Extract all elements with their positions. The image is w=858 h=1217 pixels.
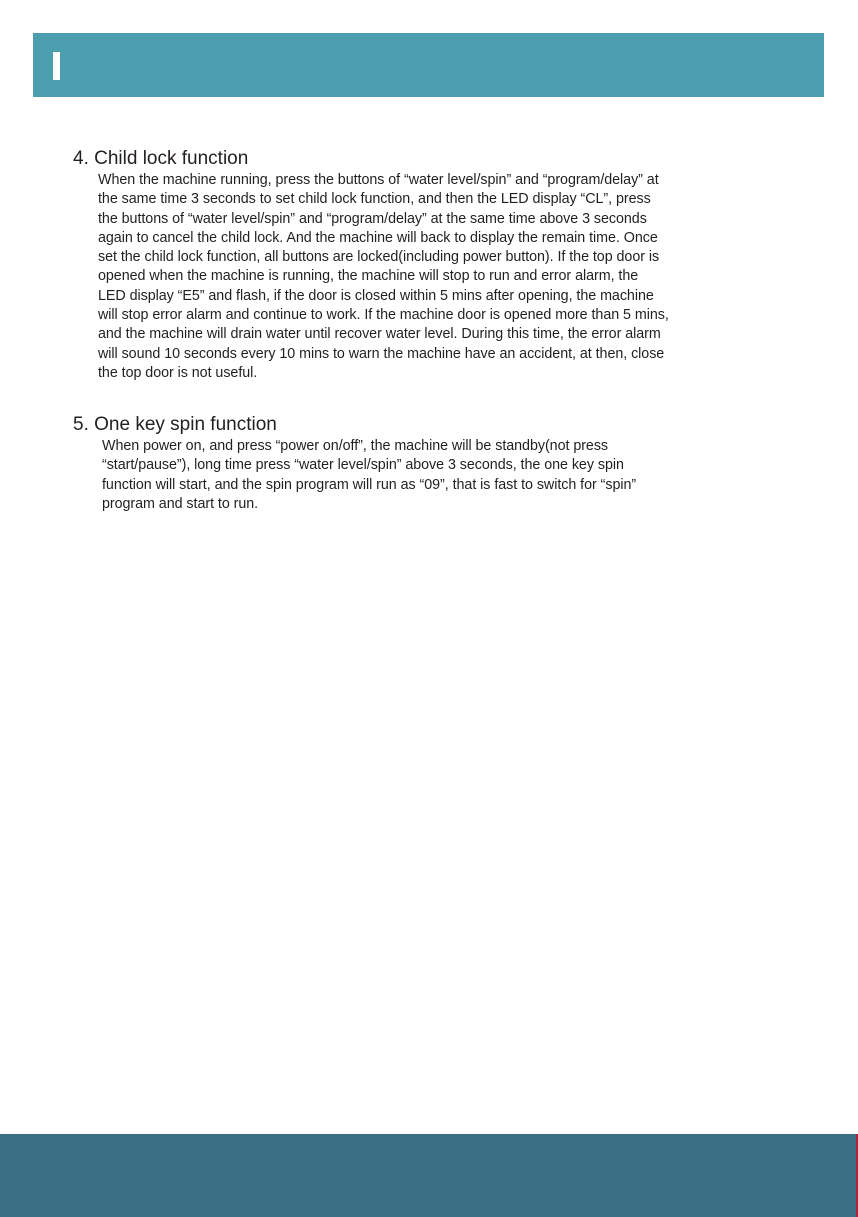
header-marker xyxy=(53,52,60,80)
body-line: set the child lock function, all buttons are locked(including power button). If the top door is xyxy=(98,249,660,266)
body-line: When the machine running, press the buttons of “water level/spin” and “program/delay” at xyxy=(98,172,659,188)
body-line: When power on, and press “power on/off”, the machine will be standby(not press xyxy=(102,438,609,454)
body-line: function will start, and the spin program will run as “09”, that is fast to switch for “spin” xyxy=(102,476,637,493)
body-line: and the machine will drain water until recover water level. During this time, the error alarm xyxy=(98,326,661,343)
body-line: will sound 10 seconds every 10 mins to warn the machine have an accident, at then, close xyxy=(98,345,665,362)
section-body xyxy=(73,171,793,383)
body-line: program and start to run. xyxy=(102,495,259,512)
section-one-key-spin xyxy=(73,414,793,514)
section-heading: 4. Child lock function xyxy=(73,148,249,169)
body-line: the same time 3 seconds to set child lock function, and then the LED display “CL”, press xyxy=(98,191,651,208)
body-line: opened when the machine is running, the machine will stop to run and error alarm, the xyxy=(98,268,639,285)
section-heading: 5. One key spin function xyxy=(73,414,277,435)
section-child-lock xyxy=(73,148,793,383)
section-body xyxy=(73,437,793,514)
body-line: “start/pause”), long time press “water level/spin” above 3 seconds, the one key spin xyxy=(102,457,624,474)
header-bar xyxy=(33,33,824,97)
body-line: again to cancel the child lock. And the machine will back to display the remain time. Once xyxy=(98,229,658,246)
body-line: the top door is not useful. xyxy=(98,364,258,381)
body-line: LED display “E5” and flash, if the door is closed within 5 mins after opening, the machine xyxy=(98,287,654,304)
body-line: will stop error alarm and continue to work. If the machine door is opened more than 5 mins, xyxy=(98,307,669,324)
footer-bar xyxy=(0,1134,856,1217)
body-line: the buttons of “water level/spin” and “program/delay” at the same time above 3 seconds xyxy=(98,210,647,227)
